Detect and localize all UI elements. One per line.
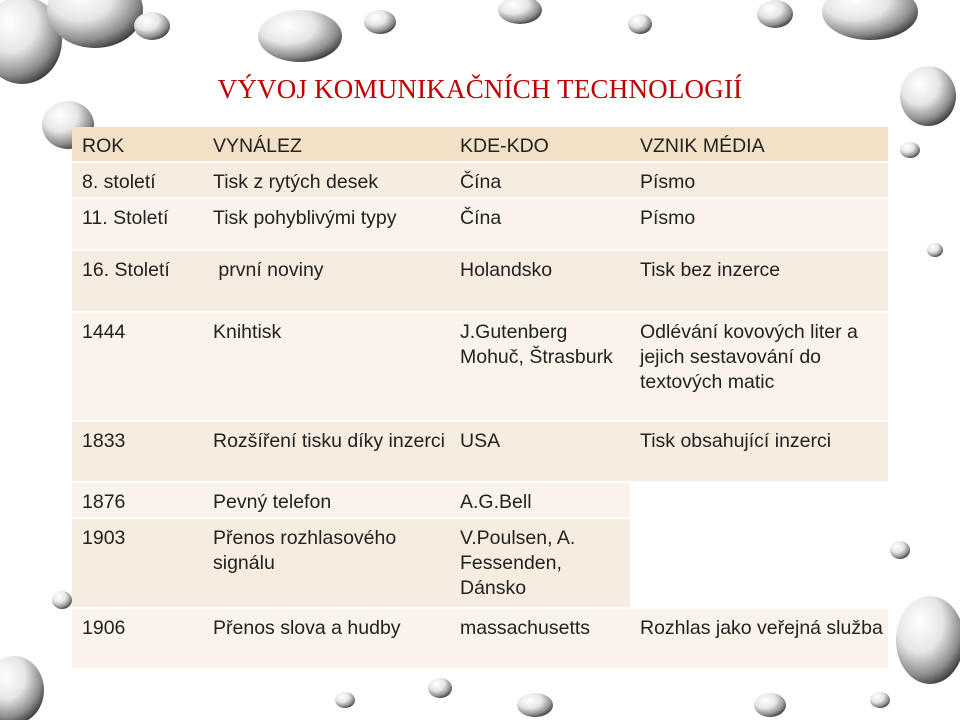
cell-media-origin: Tisk obsahující inzerci [630, 421, 888, 482]
cell-year: 1876 [72, 482, 203, 518]
cell-year: 1906 [72, 608, 203, 669]
header-where-who: KDE-KDO [450, 127, 630, 162]
cell-invention: Tisk pohyblivými typy [203, 198, 450, 250]
cell-invention: Přenos slova a hudby [203, 608, 450, 669]
cell-where-who: Čína [450, 162, 630, 198]
cell-media-origin: Písmo [630, 198, 888, 250]
header-invention: VYNÁLEZ [203, 127, 450, 162]
header-year: ROK [72, 127, 203, 162]
slide-title: VÝVOJ KOMUNIKAČNÍCH TECHNOLOGIÍ [217, 74, 743, 104]
cell-media-origin: Písmo [630, 162, 888, 198]
table-row [72, 608, 888, 669]
cell-invention: Přenos rozhlasového signálu [203, 518, 450, 608]
cell-where-who: USA [450, 421, 630, 482]
cell-invention: Pevný telefon [203, 482, 450, 518]
cell-invention: Knihtisk [203, 312, 450, 421]
cell-media-origin [630, 518, 888, 608]
cell-year: 1833 [72, 421, 203, 482]
cell-year: 11. Století [72, 198, 203, 250]
cell-where-who: V.Poulsen, A. Fessenden, Dánsko [450, 518, 630, 608]
table-row [72, 421, 888, 482]
cell-media-origin: Rozhlas jako veřejná služba [630, 608, 888, 669]
cell-year: 1444 [72, 312, 203, 421]
cell-where-who: Holandsko [450, 250, 630, 312]
cell-invention: Tisk z rytých desek [203, 162, 450, 198]
cell-year: 8. století [72, 162, 203, 198]
table-row [72, 250, 888, 312]
cell-where-who: A.G.Bell [450, 482, 630, 518]
cell-invention: první noviny [203, 250, 450, 312]
table-row [72, 518, 888, 608]
table-header-row [72, 127, 888, 162]
header-media-origin: VZNIK MÉDIA [630, 127, 888, 162]
table-row [72, 162, 888, 198]
cell-media-origin [630, 482, 888, 518]
cell-invention: Rozšíření tisku díky inzerci [203, 421, 450, 482]
table-row [72, 482, 888, 518]
cell-media-origin: Tisk bez inzerce [630, 250, 888, 312]
cell-media-origin: Odlévání kovových liter a jejich sestavování do textových matic [630, 312, 888, 421]
cell-year: 16. Století [72, 250, 203, 312]
table-row [72, 198, 888, 250]
table-row [72, 312, 888, 421]
cell-where-who: J.Gutenberg Mohuč, Štrasburk [450, 312, 630, 421]
technology-timeline-table [72, 127, 888, 670]
cell-where-who: massachusetts [450, 608, 630, 669]
cell-year: 1903 [72, 518, 203, 608]
cell-where-who: Čína [450, 198, 630, 250]
